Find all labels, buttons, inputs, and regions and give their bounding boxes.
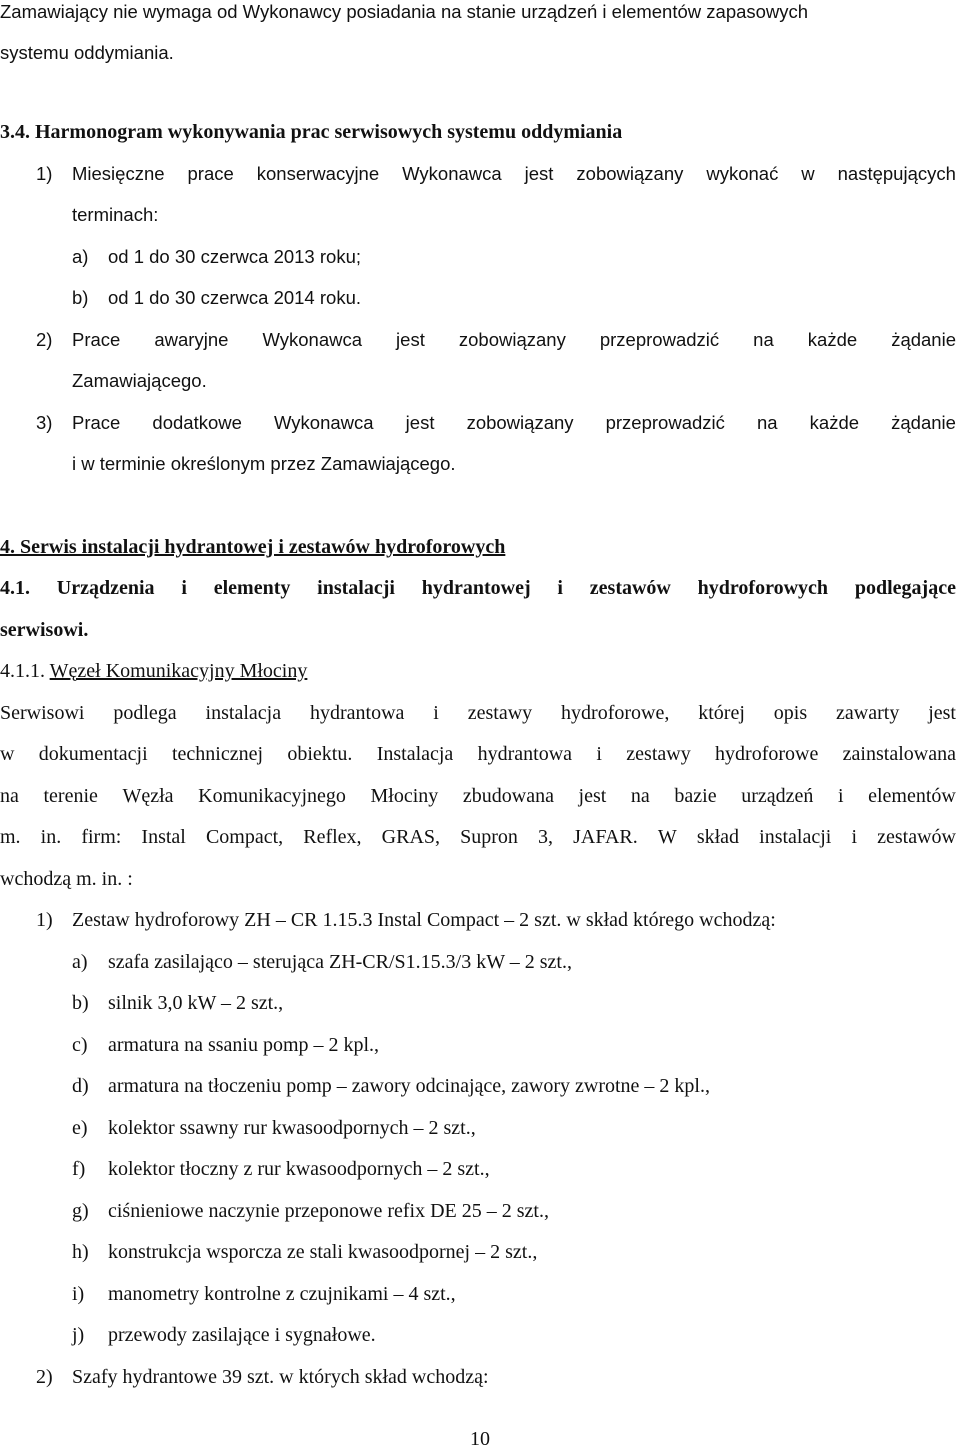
item-1a-label: a) <box>72 246 89 267</box>
item-3-line-2: i w terminie określonym przez Zamawiającego. <box>72 453 456 474</box>
list-1-number: 1) <box>36 909 53 931</box>
item-2-line-1: Prace awaryjne Wykonawca jest zobowiązany przeprowadzić na każde żądanie <box>72 329 956 350</box>
paragraph-line-3: na terenie Węzła Komunikacyjnego Młociny zbudowana jest na bazie urządzeń i elementów <box>0 785 956 807</box>
intro-line-2: systemu oddymiania. <box>0 42 174 63</box>
paragraph-line-1: Serwisowi podlega instalacja hydrantowa i zestawy hydroforowe, której opis zawarty jest <box>0 702 956 724</box>
section-4-1-1-heading <box>0 659 307 683</box>
list-1-item-label: f) <box>72 1158 86 1180</box>
list-2-text: Szafy hydrantowe 39 szt. w których skład wchodzą: <box>72 1366 489 1388</box>
list-1-item-text: armatura na ssaniu pomp – 2 kpl., <box>108 1034 380 1056</box>
list-1-item-label: b) <box>72 992 89 1014</box>
list-2-number: 2) <box>36 1366 53 1388</box>
list-1-item-text: kolektor tłoczny z rur kwasoodpornych – 2 szt., <box>108 1158 490 1180</box>
item-1-line-2: terminach: <box>72 204 159 225</box>
section-4-1-1-title: Węzeł Komunikacyjny Młociny <box>49 660 308 682</box>
list-1-item-label: i) <box>72 1283 85 1305</box>
item-1b-text: od 1 do 30 czerwca 2014 roku. <box>108 287 361 308</box>
list-1-item-text: armatura na tłoczeniu pomp – zawory odcinające, zawory zwrotne – 2 kpl., <box>108 1075 710 1097</box>
item-2-line-2: Zamawiającego. <box>72 370 207 391</box>
list-1-item-label: g) <box>72 1200 89 1222</box>
section-4-1-heading-line-2: serwisowi. <box>0 619 89 641</box>
item-1-number: 1) <box>36 163 53 184</box>
section-4-heading: 4. Serwis instalacji hydrantowej i zestawów hydroforowych <box>0 536 506 558</box>
section-3-4-heading: 3.4. Harmonogram wykonywania prac serwisowych systemu oddymiania <box>0 121 623 143</box>
item-2-number: 2) <box>36 329 53 350</box>
item-3-line-1: Prace dodatkowe Wykonawca jest zobowiązany przeprowadzić na każde żądanie <box>72 412 956 433</box>
list-1-item-label: d) <box>72 1075 89 1097</box>
item-3-number: 3) <box>36 412 53 433</box>
list-1-item-text: ciśnieniowe naczynie przeponowe refix DE 25 – 2 szt., <box>108 1200 549 1222</box>
list-1-item-text: kolektor ssawny rur kwasoodpornych – 2 szt., <box>108 1117 476 1139</box>
list-1-item-text: szafa zasilająco – sterująca ZH-CR/S1.15.3/3 kW – 2 szt., <box>108 951 572 973</box>
list-1-item-text: przewody zasilające i sygnałowe. <box>108 1324 376 1346</box>
list-1-item-text: silnik 3,0 kW – 2 szt., <box>108 992 284 1014</box>
paragraph-line-4: m. in. firm: Instal Compact, Reflex, GRAS, Supron 3, JAFAR. W skład instalacji i zestawów <box>0 826 956 848</box>
item-1a-text: od 1 do 30 czerwca 2013 roku; <box>108 246 361 267</box>
list-1-item-label: a) <box>72 951 88 973</box>
list-1-item-text: manometry kontrolne z czujnikami – 4 szt., <box>108 1283 456 1305</box>
list-1-item-label: j) <box>72 1324 85 1346</box>
intro-line-1: Zamawiający nie wymaga od Wykonawcy posiadania na stanie urządzeń i elementów zapasowych <box>0 1 809 22</box>
item-1-line-1: Miesięczne prace konserwacyjne Wykonawca jest zobowiązany wykonać w następujących <box>72 163 956 184</box>
list-1-item-label: e) <box>72 1117 88 1139</box>
list-1-item-text: konstrukcja wsporcza ze stali kwasoodpornej – 2 szt., <box>108 1241 538 1263</box>
list-1-text: Zestaw hydroforowy ZH – CR 1.15.3 Instal Compact – 2 szt. w skład którego wchodzą: <box>72 909 776 931</box>
item-1b-label: b) <box>72 287 89 308</box>
paragraph-line-5: wchodzą m. in. : <box>0 868 133 890</box>
list-1-item-label: c) <box>72 1034 88 1056</box>
section-4-1-1-number: 4.1.1. <box>0 660 45 682</box>
page-number: 10 <box>470 1428 490 1450</box>
list-1-item-label: h) <box>72 1241 89 1263</box>
paragraph-line-2: w dokumentacji technicznej obiektu. Instalacja hydrantowa i zestawy hydroforowe zainstalowana <box>0 743 956 765</box>
section-4-1-heading: 4.1. Urządzenia i elementy instalacji hydrantowej i zestawów hydroforowych podlegające <box>0 577 956 599</box>
